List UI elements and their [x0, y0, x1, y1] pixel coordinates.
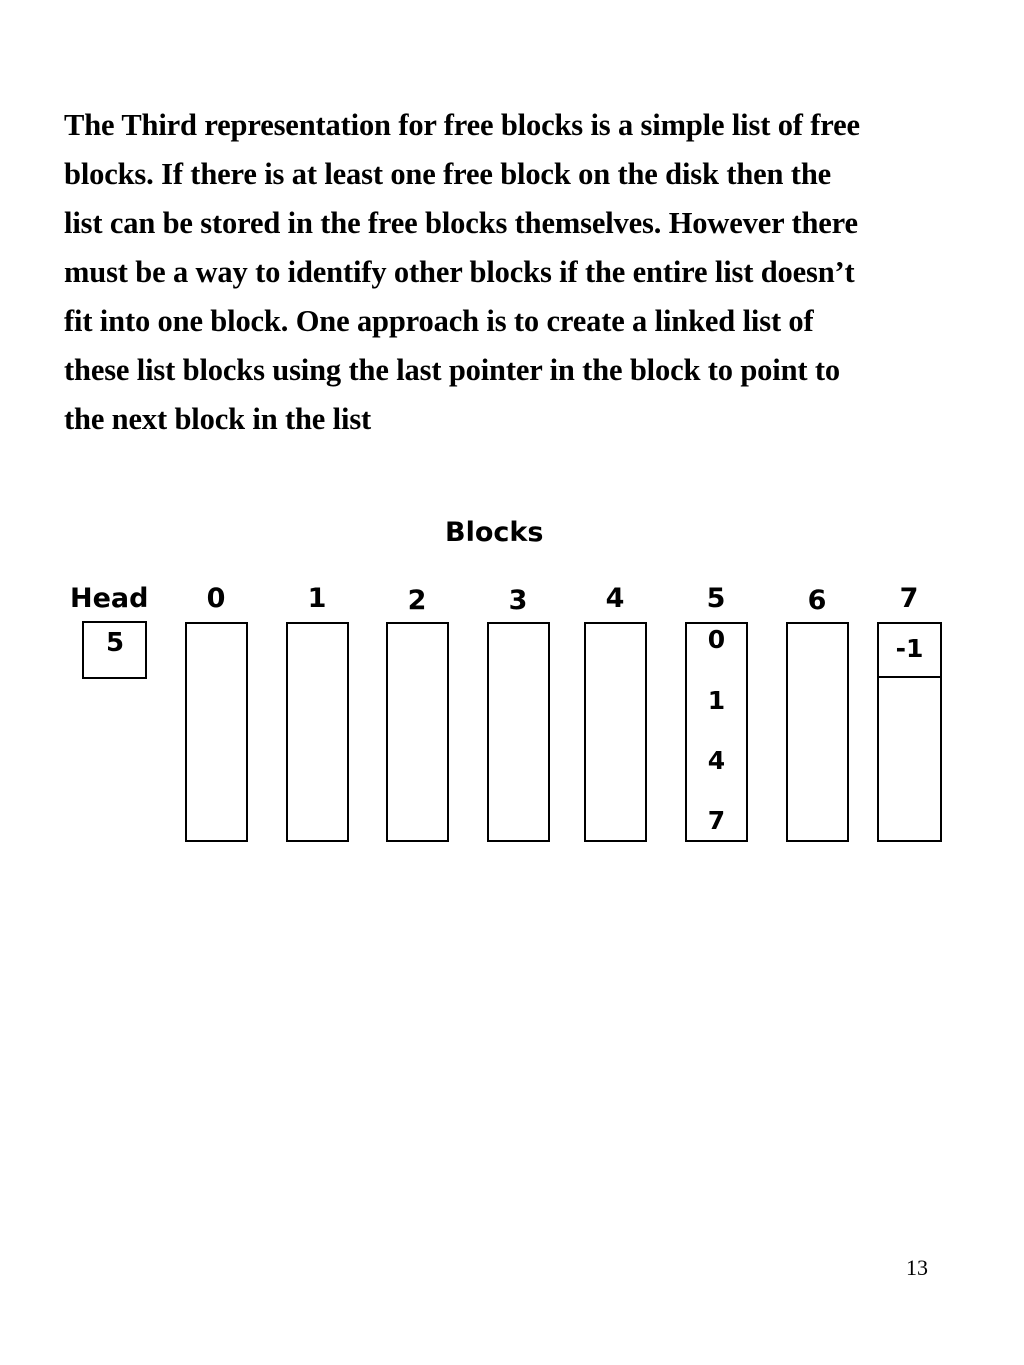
- paragraph-line-7: the next block in the list: [64, 402, 372, 436]
- paragraph-line-6: these list blocks using the last pointer in the block to point to: [64, 353, 840, 387]
- block-5-entry-1: 0: [707, 625, 726, 654]
- head-label: Head: [70, 583, 149, 614]
- block-4: [584, 622, 647, 842]
- block-5-entry-3: 4: [707, 746, 726, 775]
- block-2: [386, 622, 449, 842]
- block-6: [786, 622, 849, 842]
- block-5-entry-2: 1: [707, 686, 726, 715]
- block-7-entry-1: -1: [895, 634, 924, 663]
- block-label-1: 1: [307, 583, 327, 614]
- paragraph-line-4: must be a way to identify other blocks if the entire list doesn’t: [64, 255, 855, 289]
- block-label-2: 2: [407, 585, 427, 616]
- block-1: [286, 622, 349, 842]
- diagram-title: Blocks: [445, 517, 544, 548]
- block-7: [877, 622, 942, 842]
- paragraph-line-2: blocks. If there is at least one free block on the disk then the: [64, 157, 832, 191]
- paragraph-line-5: fit into one block. One approach is to create a linked list of: [64, 304, 814, 338]
- paragraph-line-3: list can be stored in the free blocks themselves. However there: [64, 206, 858, 240]
- block-7-pointer-cell: [879, 624, 940, 678]
- block-label-5: 5: [706, 583, 726, 614]
- block-label-3: 3: [508, 585, 528, 616]
- block-label-4: 4: [605, 583, 625, 614]
- page-number: 13: [906, 1255, 928, 1280]
- block-label-6: 6: [807, 585, 827, 616]
- head-pointer-value: 5: [106, 628, 125, 658]
- block-label-0: 0: [206, 583, 226, 614]
- block-0: [185, 622, 248, 842]
- block-5: [685, 622, 748, 842]
- block-3: [487, 622, 550, 842]
- head-pointer-box: [82, 621, 147, 679]
- paragraph-line-1: The Third representation for free blocks is a simple list of free: [64, 108, 860, 142]
- block-label-7: 7: [899, 583, 919, 614]
- block-5-entry-4: 7: [707, 806, 726, 835]
